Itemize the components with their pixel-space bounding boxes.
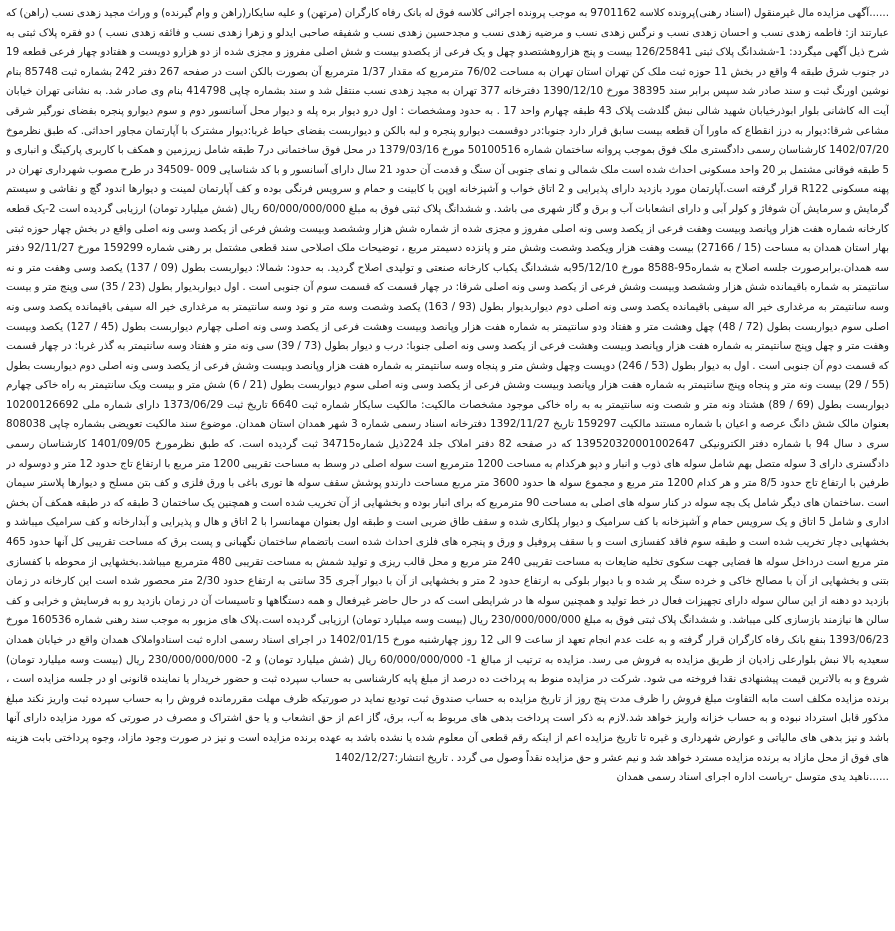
notice-signature: ......ناهید یدی متوسل -ریاست اداره اجرای اسناد رسمی همدان bbox=[616, 771, 889, 784]
auction-notice-page bbox=[6, 4, 889, 926]
auction-notice-body: ......آگهی مزایده مال غیرمنقول (اسناد رهنی)پرونده کلاسه 9701162 به موجب پرونده اجرائی کلاسه فوق له بانک رفاه کارگران (مرتهن) و علیه سایکار(راهن و وام گیرنده) و وراث مجید زهدی نسب (راهن) که عبارتند از: فاطمه زهدی نسب و احسان زهدی نسب و نرگس زهدی نسب و مرضیه زهدی نسب و مجدحسین زهدی نسب و شفیقه صاحبی ایدلو و زهرا زهدی نسب و فائقه زهدی نسب ) دو فقره پلاک ثبتی به شرح ذیل آگهی میگردد: 1-ششدانگ پلاک ثبتی 126/25841 بیست و پنج هزاروهشتصدو چهل و یک فرعی از یکصدو بیست و شش اصلی مفروز و مجزی شده از دو هزارو دویست و هفتادو چهار فرعی قطعه 19 در جنوب شرق طبقه 4 واقع در بخش 11 حوزه ثبت ملک کن تهران استان تهران به مساحت 76/02 مترمربع که مقدار 1/37 مترمربع آن بصورت بالکن است در صفحه 267 دفتر 242 بشماره ثبت 85748 بنام نوشین اورنگ ثبت و سند صادر شد سپس برابر سند 38395 مورخ 1390/12/10 دفترخانه 377 تهران به مجید زهدی نسب منتقل شد و سند بشماره چاپی 414798 بنام وی صادر شد. به نشانی تهران خیابان آیت اله کاشانی بلوار ابوذرخیابان شهید شالی نبش گلدشت پلاک 43 طبقه چهارم واحد 17 . به حدود ومشخصات : اول درو دیوار بره پله و دیوار محل آسانسور دوم و سوم دیوارو پنجره بفضای نورگیر شرقی مشاعی شرقا:دیوار به درز انقطاع که ماورا آن قطعه بیست سابق قرار دارد جنوبا:در دوقسمت دیوارو پنجره و لبه بالکن و دیواربست بفضای حیاط غربا:دیوار مشترک با آپارتمان مجاور احداثی. که طبق نظرموخ 1402/07/20 کارشناسان رسمی دادگستری ملک فوق بموجب پروانه ساختمان شماره 50100516 مورخ 1379/03/16 در محل فوق ساختمانی در7 طبقه شامل زیرزمین و همکف با کاربری پارکینگ و انباری و 5 طبقه فوقانی مشتمل بر 20 واحد مسکونی احداث شده است ملک شمالی و نمای جنوبی آن سنگ و قدمت آن حدود 21 سال دارای آسانسور و با کد شناسایی 009 -34509 در طرح مصوب شهرداری تهران در پهنه مسکونی R122 قرار گرفته است.آپارتمان مورد بازدید دارای پذیرایی و 2 اتاق خواب و آشپزخانه اوپن با کابینت و حمام و سرویس فرنگی بوده و کف آپارتمان لمینت و دیوارها اندود گچ و نقاشی و سیستم گرمایش و سرمایش آن شوفاژ و کولر آبی و دارای انشعابات آب و برق و گاز شهری می باشد. و ششدانگ پلاک ثبتی فوق به مبلغ 60/000/000/000 ریال (شش میلیارد تومان) ارزیابی گردیده است 2-یک قطعه کارخانه شماره هفت هزار وپانصد وبیست وهفت فرعی از یکصد وسی ونه اصلی مفروز و مجزی شده از شماره شش هزار وششصد وبیست وشش فرعی از یکصد وسی ونه اصلی واقع در بخش چهار حوزه ثبتی بهار استان همدان به مساحت (15 / 27166) بیست وهفت هزار ویکصد وشصت وشش متر و پانزده دسیمتر مربع ، توضیحات ملک اصلاحی سند قطعی مشتمل بر رهنی شماره 159299 مورخ 92/11/27 دفتر سه همدان.برابرصورت جلسه اصلاح به شماره95-8588 مورخ 95/12/10به ششدانگ یکباب کارخانه صنعتی و تولیدی اصلاح گردید. به حدود: شمالا: دیواربست بطول (09 / 137) یکصد وسی وهفت متر و نه سانتیمتر به شماره باقیمانده شش هزار وششصد وبیست وشش فرعی از یکصد وسی ونه اصلی شرقا: در چهار قسمت که قسمت سوم آن جنوبی است . اول دیواربدیوار بطول (23 / 35) سی وپنج متر و بیست وسه سانتیمتر به مرغداری خیر اله سیفی باقیمانده یکصد وسی ونه اصلی دوم دیواربدیوار بطول (93 / 163) یکصد وشصت وسه متر و نود وسه سانتیمتر به مرغداری خیر اله سیفی باقیمانده یکصد وسی ونه اصلی سوم دیواربست بطول (72 / 48) چهل وهشت متر و هفتاد ودو سانتیمتر به شماره هفت هزار وپانصد وبیست وهشت فرعی از یکصد وسی ونه اصلی چهارم دیواربست بطول (45 / 127) یکصد وبیست وهفت متر و چهل وپنج سانتیمتر به شماره هفت هزار وپانصد وبیست وهشت فرعی از یکصد وسی ونه اصلی جنوبا: درب و دیوار بطول (73 / 39) سی ونه متر و هفتاد وسه سانتیمتر به گذر غربا: در چهار قسمت که قسمت دوم آن جنوبی است . اول به دیوار بطول (53 / 246) دویست وچهل وشش متر و پنجاه وسه سانتیمتر به شماره هفت هزار وپانصد وبیست وشش فرعی از یکصد وسی ونه اصلی دوم دیواربست بطول (55 / 29) بیست ونه متر و پنجاه وپنج سانتیمتر به شماره هفت هزار وپانصد وبیست وشش فرعی از یکصد وسی ونه اصلی سوم دیواربست بطول (21 / 6) شش متر و بیست ویک سانتیمتر به راه خاکی چهارم دیواربست بطول (69 / 89) هشتاد ونه متر و شصت ونه سانتیمتر به به راه خاکی موجود مشخصات مالکیت: مالکیت سایکار شماره ثبت 6640 تاریخ ثبت 1373/06/29 دارای شماره ملی 10200126692 بعنوان مالک شش دانگ عرصه و اعیان با شماره مستند مالکیت 159297 تاریخ 1392/11/27 دفترخانه اسناد رسمی شماره 3 شهر همدان استان همدان. موضوع سند مالکیت تعویضی بشماره چاپی 808038 سری د سال 94 با شماره دفتر الکترونیکی 139520320001002647 که در صفحه 82 دفتر املاک جلد 224ذیل شماره34715 ثبت گردیده است. که طبق نظرمورخ 1401/09/05 کارشناسان رسمی دادگستری دارای 3 سوله متصل بهم شامل سوله های ذوب و انبار و دپو هرکدام به مساحت 1200 مترمربع است سوله اصلی در وسط به مساحت تقریبی 1200 متر مربع با ارتفاع تاج حدود 12 متر و دوسوله در طرفین با ارتفاع تاج حدود 8/5 متر و هر کدام 1200 متر مربع و مجموع سوله ها حدود 3600 متر مربع مساحت دارندو پوشش سقف سوله ها توری باغی با ورق فلزی و کف بتن مسلح و دیوارها پلاستر سیمان است .ساختمان های دیگر شامل یک بچه سوله در کنار سوله های اصلی به مساحت 90 مترمربع که برای انبار بوده و بخشهایی از آن تخریب شده است و همچنین یک ساختمان 3 طبقه که در طبقه همکف آن بخش اداری و شامل 5 اتاق و یک سرویس حمام و آشپزخانه با کف سرامیک و دیوار پلکاری شده و سقف طاق ضربی است و طبقه اول بعنوان مهمانسرا با 2 اتاق و هال و پذیرایی و آبدارخانه و کف سرامیک میباشد و بخشهایی دچار تخریب شده است و طبقه سوم فاقد کفسازی است و با سقف پروفیل و ورق و پنجره های فلزی احداث شده است باتضمام ساختمان نگهبانی و پست برق که مساحت تقریبی کل آنها حدود 465 متر مربع است درداخل سوله ها فضایی جهت سکوی تخلیه ضایعات به مساحت تقریبی 240 متر مربع و محل قالب ریزی و تولید شمش به مساحت تقریبی 480 مترمربع میباشد.بخشهایی از محوطه با کفسازی بتنی و بخشهایی از آن با مصالح خاکی و خرده سنگ پر شده و با دیوار بلوکی به ارتفاع حدود 2 متر و بخشهایی از آن با دیوار آجری 35 سانتی به ارتفاع حدود 2/30 متر محصور شده است این کارخانه در زمان بازدید دو دهنه از این سالن سوله دارای تجهیزات فعال در خط تولید و همچنین سوله ها در شرایطی است که در حال حاضر غیرفعال و همه دستگاهها و تاسیسات آن در زمان بازدید رو به فرسایش و خرابی و کف سالن ها نیازمند بازسازی کلی میباشد. و ششدانگ پلاک ثبتی فوق به مبلغ 230/000/000/000 ریال (بیست وسه میلیارد تومان) ارزیابی گردیده است.پلاک های مزبور به موجب سند رهنی شماره 160536 مورخ 1393/06/23 بنفع بانک رفاه کارگران قرار گرفته و به علت عدم انجام تعهد از ساعت 9 الی 12 روز چهارشنبه مورخ 1402/01/15 در اجرای اسناد رسمی اداره ثبت اسنادواملاک همدان واقع در خیابان همدان سعیدیه بالا نبش بلوارعلی زادیان از طریق مزایده به فروش می رسد. مزایده به ترتیب از مبالغ 1- 60/000/000/000 ریال (شش میلیارد تومان) و 2- 230/000/000/000 ریال (بیست وسه میلیارد تومان) شروع و به بالاترین قیمت پیشنهادی نقدا فروخته می شود. شرکت در مزایده منوط به پرداخت ده درصد از مبلغ پایه کارشناسی به حساب سپرده ثبت و حضور خریدار یا نماینده قانونی او در جلسه مزایده است ، برنده مزایده مکلف است مابه التفاوت مبلغ فروش را ظرف مدت پنج روز از تاریخ مزایده به حساب صندوق ثبت تودیع نماید در صورتیکه ظرف مهلت مقررمانده فروش را به حساب سپرده ثبت واریز نکند مبلغ مذکور قابل استرداد نبوده و به حساب خزانه واریز خواهد شد.لازم به ذکر است پرداخت بدهی های مربوط به آب، برق، گاز اعم از حق انشعاب و یا حق اشتراک و مصرف در صورتی که مورد مزایده دارای آنها باشد و نیز بدهی های مالیاتی و عوارض شهرداری و غیره تا تاریخ مزایده اعم از اینکه رقم قطعی آن معلوم شده یا نشده باشد به عهده برنده مزایده است و نیز در صورت وجود مازاد، وجوه پرداختی بابت هزینه های فوق از محل مازاد به برنده مزایده مسترد خواهد شد و نیم عشر و حق مزایده نقداً وصول می گردد . تاریخ انتشار:1402/12/27 bbox=[6, 7, 889, 764]
